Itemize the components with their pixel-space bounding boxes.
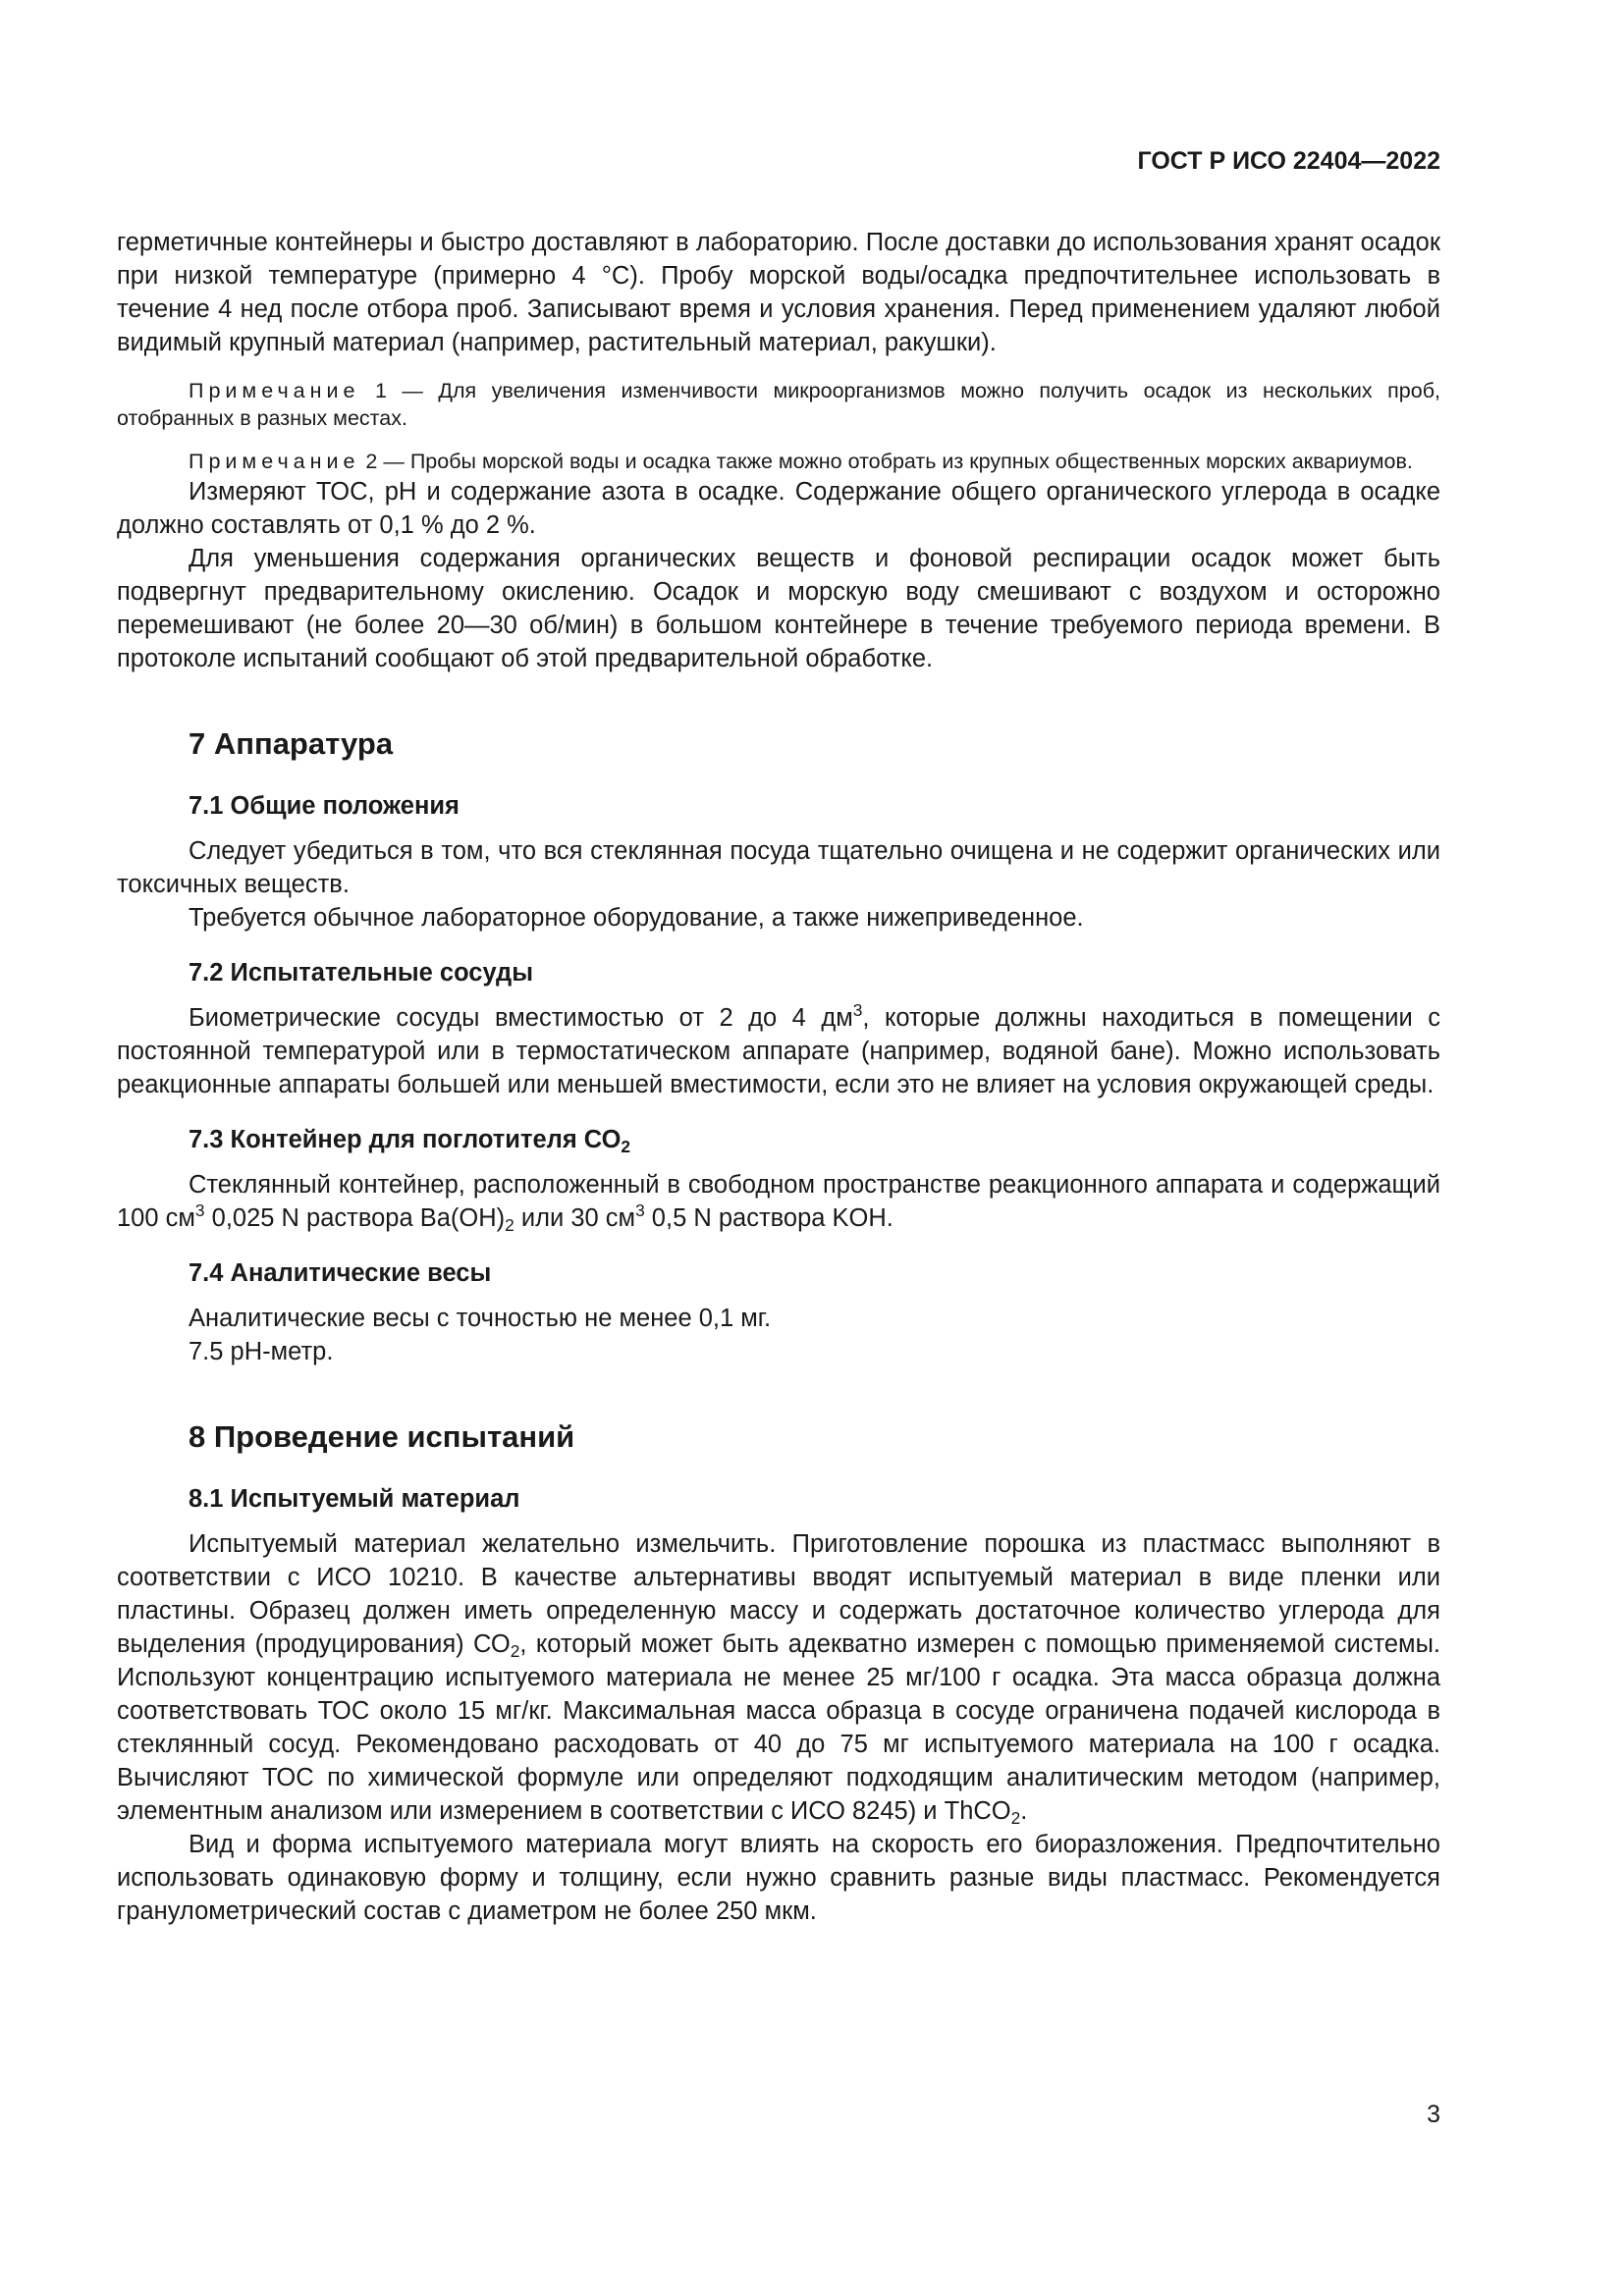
note-1 [117, 377, 1440, 432]
subscript: 2 [621, 1137, 631, 1157]
subsection-8-1-heading: 8.1 Испытуемый материал [189, 1485, 520, 1513]
text-run: , который может быть адекватно измерен с помощью применяемой системы. Используют концентрацию испытуемого материала не менее 25 мг/100 г осадка. Эта масса образца должна соответствовать ТОС около 15 мг/кг. Максимальная масса образца в сосуде ограничена подачей кислорода в стеклянный сосуд. Рекомендовано расходовать от 40 до 75 мг испытуемого материала на 100 г осадка. Вычисляют ТОС по химической формуле или определяют подходящим аналитическим методом (например, элементным анализом или измерением в соответствии с ИСО 8245) и ThCO [117, 1630, 1440, 1825]
page-number: 3 [1427, 2101, 1440, 2128]
document-body [117, 226, 1440, 1928]
document-page [117, 0, 1440, 2296]
paragraph-8-1-a [117, 1527, 1440, 1828]
subsection-7-2-heading: 7.2 Испытательные сосуды [189, 959, 533, 987]
paragraph-storage: герметичные контейнеры и быстро доставляют в лабораторию. После доставки до использования хранят осадок при низкой температуре (примерно 4 °С). Пробу морской воды/осадка предпочтительнее использовать в течение 4 нед после отбора проб. Записывают время и условия хранения. Перед применением удаляют любой видимый крупный материал (например, растительный материал, ракушки). [117, 229, 1440, 356]
note-text: 2 — Пробы морской воды и осадка также можно отобрать из крупных общественных морских аквариумов. [359, 450, 1413, 473]
text-run: Биометрические сосуды вместимостью от 2 до 4 дм [189, 1004, 853, 1032]
subscript: 2 [1010, 1808, 1021, 1829]
note-label: Примечание [189, 379, 360, 402]
note-text: 1 — Для увеличения изменчивости микроорганизмов можно получить осадок из нескольких проб, отобранных в разных местах. [117, 379, 1440, 430]
text-run: , которые должны находиться в помещении с постоянной температурой или в термостатическом аппарате (например, водяной бане). Можно использовать реакционные аппараты большей или меньшей вместимости, если это не влияет на условия окружающей среды. [117, 1004, 1440, 1098]
text-run: Стеклянный контейнер, расположенный в свободном пространстве реакционного аппарата и содержащий 100 см [117, 1171, 1440, 1232]
paragraph-preoxidation: Для уменьшения содержания органических веществ и фоновой респирации осадок может быть подвергнут предварительному окислению. Осадок и морскую воду смешивают с воздухом и осторожно перемешивают (не более 20—30 об/мин) в большом контейнере в течение требуемого периода времени. В протоколе испытаний сообщают об этой предварительной обработке. [117, 545, 1440, 672]
text-run: или 30 см [514, 1204, 636, 1232]
superscript: 3 [635, 1201, 645, 1221]
text-run: 0,5 N раствора KOH. [644, 1204, 893, 1232]
note-label: Примечание [189, 450, 360, 473]
paragraph-7-4: Аналитические весы с точностью не менее 0,1 мг. [189, 1305, 772, 1332]
paragraph-toc: Измеряют ТОС, рН и содержание азота в осадке. Содержание общего органического углерода в осадке должно составлять от 0,1 % до 2 %. [117, 478, 1440, 539]
subsection-7-4-heading: 7.4 Аналитические весы [189, 1259, 492, 1287]
superscript: 3 [194, 1201, 205, 1221]
subsection-7-3-heading [117, 1123, 1440, 1156]
subscript: 2 [510, 1641, 520, 1662]
text-run: Испытуемый материал желательно измельчить. Приготовление порошка из пластмасс выполняют в соответствии с ИСО 10210. В качестве альтернативы вводят испытуемый материал в виде пленки или пластины. Образец должен иметь определенную массу и содержать достаточное количество углерода для выделения (продуцирования) СО [117, 1530, 1440, 1658]
paragraph-7-1-b: Требуется обычное лабораторное оборудование, а также нижеприведенное. [189, 904, 1084, 932]
note-2 [117, 448, 1440, 475]
paragraph-7-5: 7.5 рН-метр. [189, 1338, 334, 1365]
section-8-heading: 8 Проведение испытаний [189, 1419, 575, 1454]
subscript: 2 [505, 1215, 514, 1236]
paragraph-7-1-a: Следует убедиться в том, что вся стеклянная посуда тщательно очищена и не содержит органических или токсичных веществ. [117, 837, 1440, 898]
superscript: 3 [852, 1000, 863, 1021]
section-7-heading: 7 Аппаратура [189, 726, 394, 761]
paragraph-7-3 [117, 1168, 1440, 1235]
subsection-7-1-heading: 7.1 Общие положения [189, 792, 460, 820]
document-code-header: ГОСТ Р ИСО 22404—2022 [1137, 147, 1440, 175]
text-run: . [1020, 1797, 1028, 1825]
text-run: 0,025 N раствора Ba(OH) [204, 1204, 506, 1232]
paragraph-7-2 [117, 1001, 1440, 1101]
text-run: 7.3 Контейнер для поглотителя СО [189, 1126, 622, 1153]
paragraph-8-1-b: Вид и форма испытуемого материала могут влиять на скорость его биоразложения. Предпочтительно использовать одинаковую форму и толщину, если нужно сравнить разные виды пластмасс. Рекомендуется гранулометрический состав с диаметром не более 250 мкм. [117, 1831, 1440, 1925]
